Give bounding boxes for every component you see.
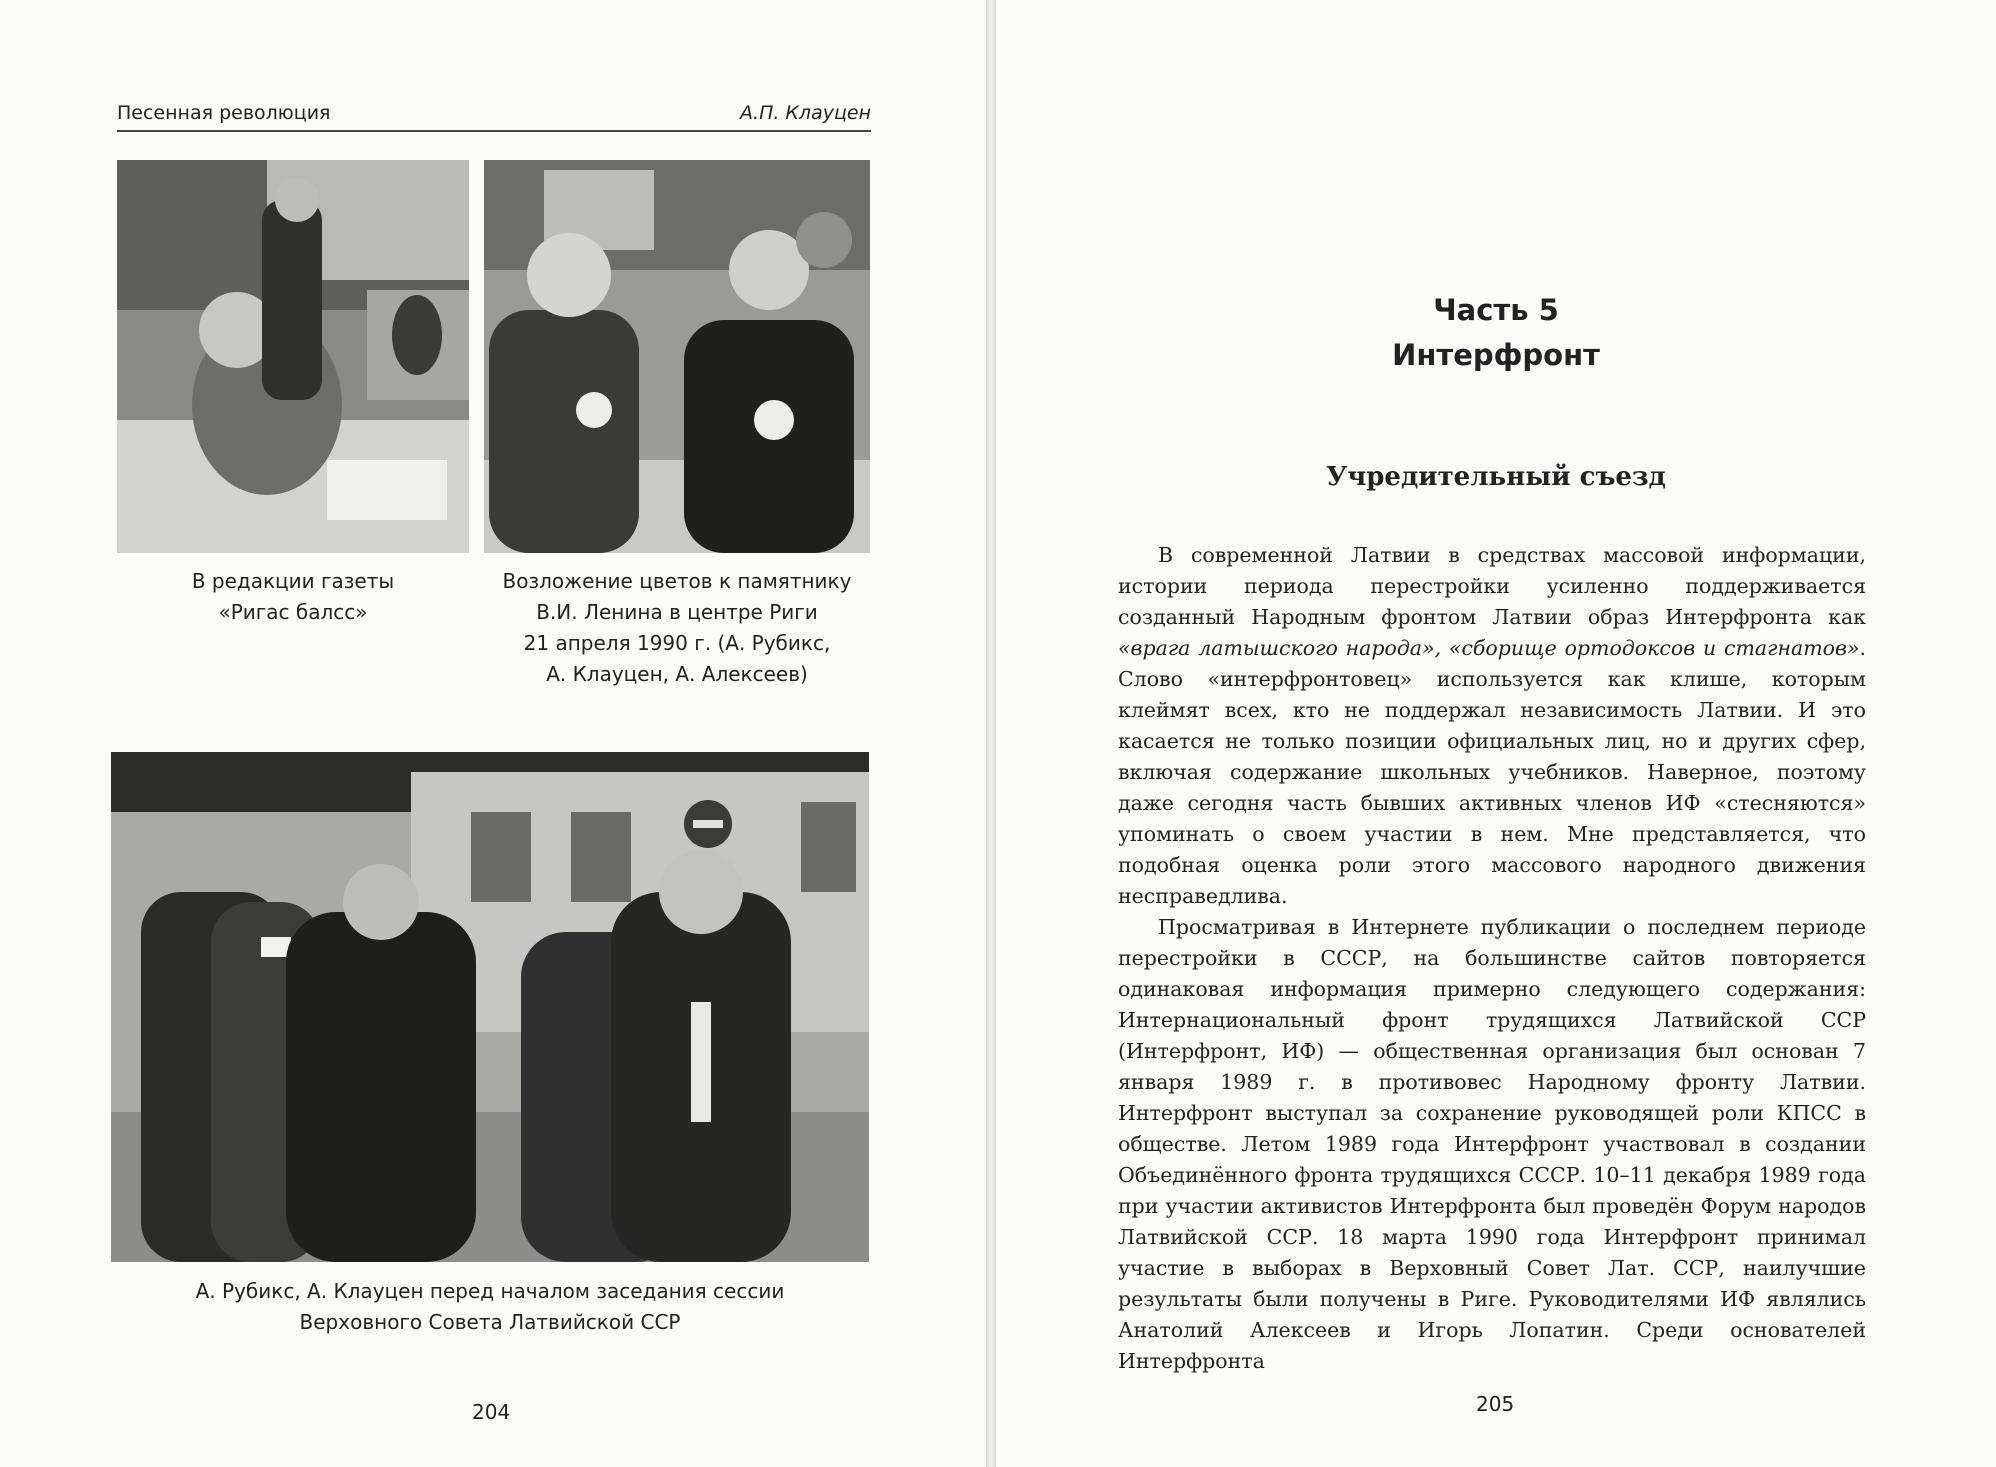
caption-line: «Ригас балсс» bbox=[218, 600, 368, 624]
photo-caption-newspaper bbox=[117, 566, 469, 628]
photo-session-entrance bbox=[111, 752, 869, 1262]
book-author: А.П. Клауцен bbox=[740, 102, 871, 124]
book-gutter bbox=[986, 0, 996, 1467]
running-header bbox=[117, 94, 871, 132]
part-title: Интерфронт bbox=[1392, 338, 1600, 372]
text-run: . Слово «интерфронтовец» используется как клише, которым клеймят всех, кто не поддержал независимость Латвии. И это касается не только позиции официальных лиц, но и других сфер, включая содержание школьных учебников. Наверное, поэтому даже сегодня часть бывших активных членов ИФ «стесняются» упоминать о своем участии в нем. Мне представляется, что подобная оценка роли этого массового народного движения несправедлива. bbox=[1118, 636, 1866, 908]
caption-line: Возложение цветов к памятнику bbox=[502, 569, 852, 593]
body-text bbox=[1118, 540, 1866, 1377]
italic-quote: «врага латышского народа», «сборище ортодоксов и стагнатов» bbox=[1118, 636, 1860, 660]
text-run: Просматривая в Интернете публикации о последнем периоде перестройки в СССР, на большинстве сайтов повторяется одинаковая информация примерно следующего содержания: Интернациональный фронт трудящихся Латвийской ССР (Интерфронт, ИФ) — общественная организация был основан 7 января 1989 г. в противовес Народному фронту Латвии. Интерфронт выступал за сохранение руководящей роли КПСС в обществе. Летом 1989 года Интерфронт участвовал в создании Объединённого фронта трудящихся СССР. 10–11 декабря 1989 года при участии активистов Интерфронта был проведён Форум народов Латвийской ССР. 18 марта 1990 года Интерфронт принимал участие в выборах в Верховный Совет Лат. ССР, наилучшие результаты были получены в Риге. Руководителями ИФ являлись Анатолий Алексеев и Игорь Лопатин. Среди основателей Интерфронта bbox=[1118, 915, 1866, 1373]
part-label: Часть 5 bbox=[1433, 293, 1559, 327]
caption-line: В.И. Ленина в центре Риги bbox=[536, 600, 818, 624]
photo-caption-flowers bbox=[484, 566, 870, 690]
page-number-left: 204 bbox=[472, 1400, 511, 1424]
caption-line: А. Рубикс, А. Клауцен перед началом заседания сессии bbox=[195, 1279, 785, 1303]
caption-line: А. Клауцен, А. Алексеев) bbox=[546, 662, 808, 686]
caption-line: В редакции газеты bbox=[191, 569, 395, 593]
caption-line: 21 апреля 1990 г. (А. Рубикс, bbox=[523, 631, 831, 655]
page-number-right: 205 bbox=[1476, 1392, 1515, 1416]
photo-newspaper-office bbox=[117, 160, 469, 553]
caption-line: Верховного Совета Латвийской ССР bbox=[299, 1310, 681, 1334]
body-paragraph bbox=[1118, 912, 1866, 1377]
body-paragraph bbox=[1118, 540, 1866, 912]
book-title: Песенная революция bbox=[117, 102, 331, 124]
text-run: В современной Латвии в средствах массовой информации, истории периода перестройки усиленно поддерживается созданный Народным фронтом Латвии образ Интерфронта как bbox=[1118, 543, 1866, 629]
part-heading bbox=[996, 288, 1996, 378]
photo-flower-laying bbox=[484, 160, 870, 553]
photo-caption-session bbox=[111, 1276, 869, 1338]
section-title: Учредительный съезд bbox=[1326, 462, 1666, 492]
